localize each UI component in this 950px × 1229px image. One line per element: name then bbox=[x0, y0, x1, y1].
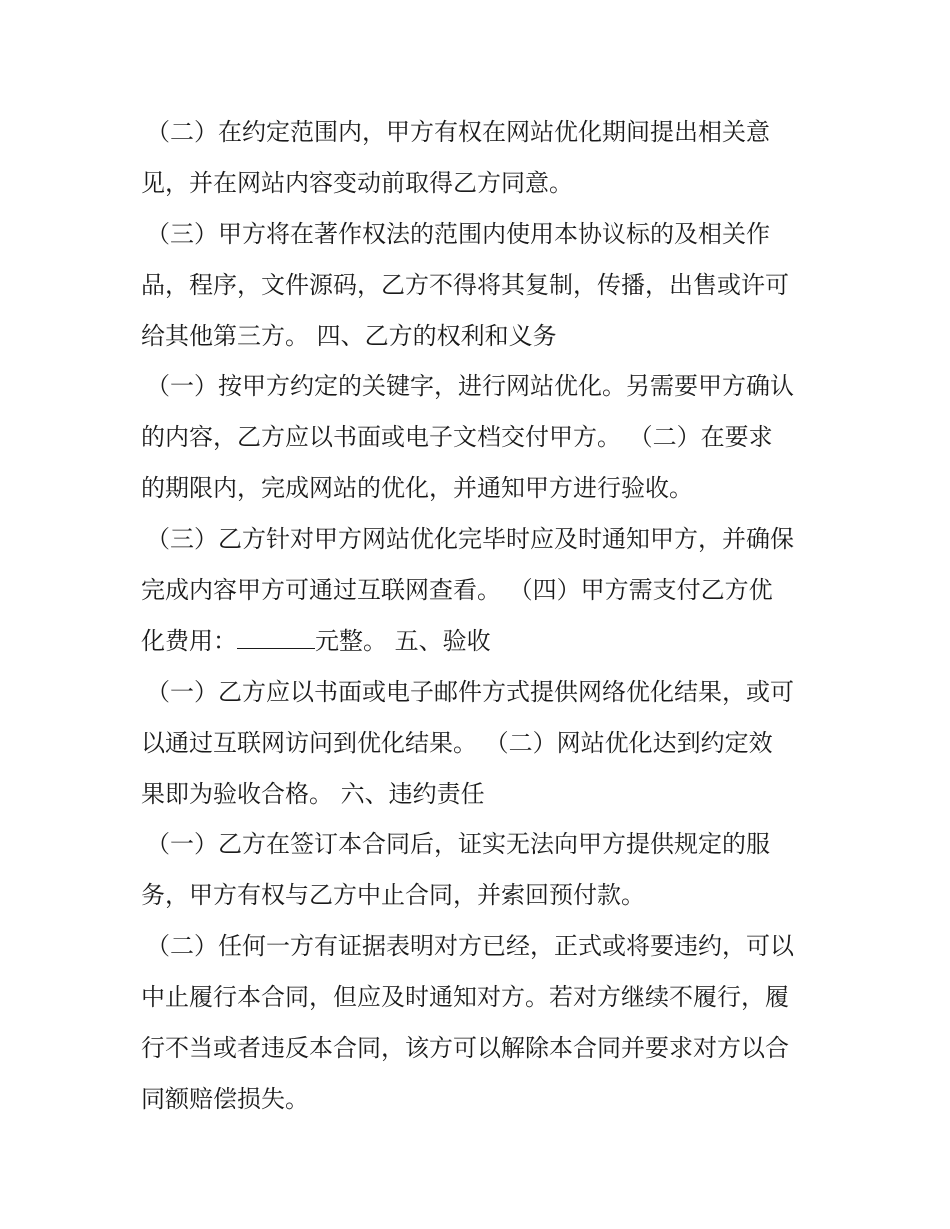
text-line: 同额赔偿损失。 bbox=[141, 1084, 309, 1113]
text-line: 行不当或者违反本合同，该方可以解除本合同并要求对方以合 bbox=[141, 1034, 789, 1063]
text-line: （二）任何一方有证据表明对方已经，正式或将要违约，可以 bbox=[146, 932, 794, 961]
text-line: 给其他第三方。 四、乙方的权利和义务 bbox=[141, 321, 557, 350]
text-line: 中止履行本合同，但应及时通知对方。若对方继续不履行，履 bbox=[141, 983, 789, 1012]
text-line: 见，并在网站内容变动前取得乙方同意。 bbox=[141, 168, 573, 197]
text-line: （二）在约定范围内，甲方有权在网站优化期间提出相关意 bbox=[146, 118, 770, 146]
text-line: （一）按甲方约定的关键字，进行网站优化。另需要甲方确认 bbox=[146, 372, 794, 401]
fee-label: 化费用： bbox=[141, 626, 237, 655]
text-line: （三）乙方针对甲方网站优化完毕时应及时通知甲方，并确保 bbox=[146, 525, 794, 554]
contract-body bbox=[141, 107, 813, 1125]
text-line: （一）乙方在签订本合同后，证实无法向甲方提供规定的服 bbox=[146, 830, 770, 859]
text-line: （三）甲方将在著作权法的范围内使用本协议标的及相关作 bbox=[146, 219, 770, 248]
text-line: 品，程序，文件源码，乙方不得将其复制，传播，出售或许可 bbox=[141, 270, 789, 299]
fee-suffix: 元整。 五、验收 bbox=[315, 626, 491, 655]
text-line: 的内容，乙方应以书面或电子文档交付甲方。 （二）在要求 bbox=[141, 423, 773, 452]
fee-blank bbox=[237, 628, 315, 649]
text-line: 务，甲方有权与乙方中止合同，并索回预付款。 bbox=[141, 881, 645, 910]
fee-line bbox=[141, 616, 813, 667]
text-line: 果即为验收合格。 六、违约责任 bbox=[141, 779, 485, 808]
text-line: 完成内容甲方可通过互联网查看。 （四）甲方需支付乙方优 bbox=[141, 576, 773, 605]
text-line: 以通过互联网访问到优化结果。 （二）网站优化达到约定效 bbox=[141, 728, 773, 757]
text-line: 的期限内，完成网站的优化，并通知甲方进行验收。 bbox=[141, 474, 693, 503]
text-line: （一）乙方应以书面或电子邮件方式提供网络优化结果，或可 bbox=[146, 677, 794, 706]
